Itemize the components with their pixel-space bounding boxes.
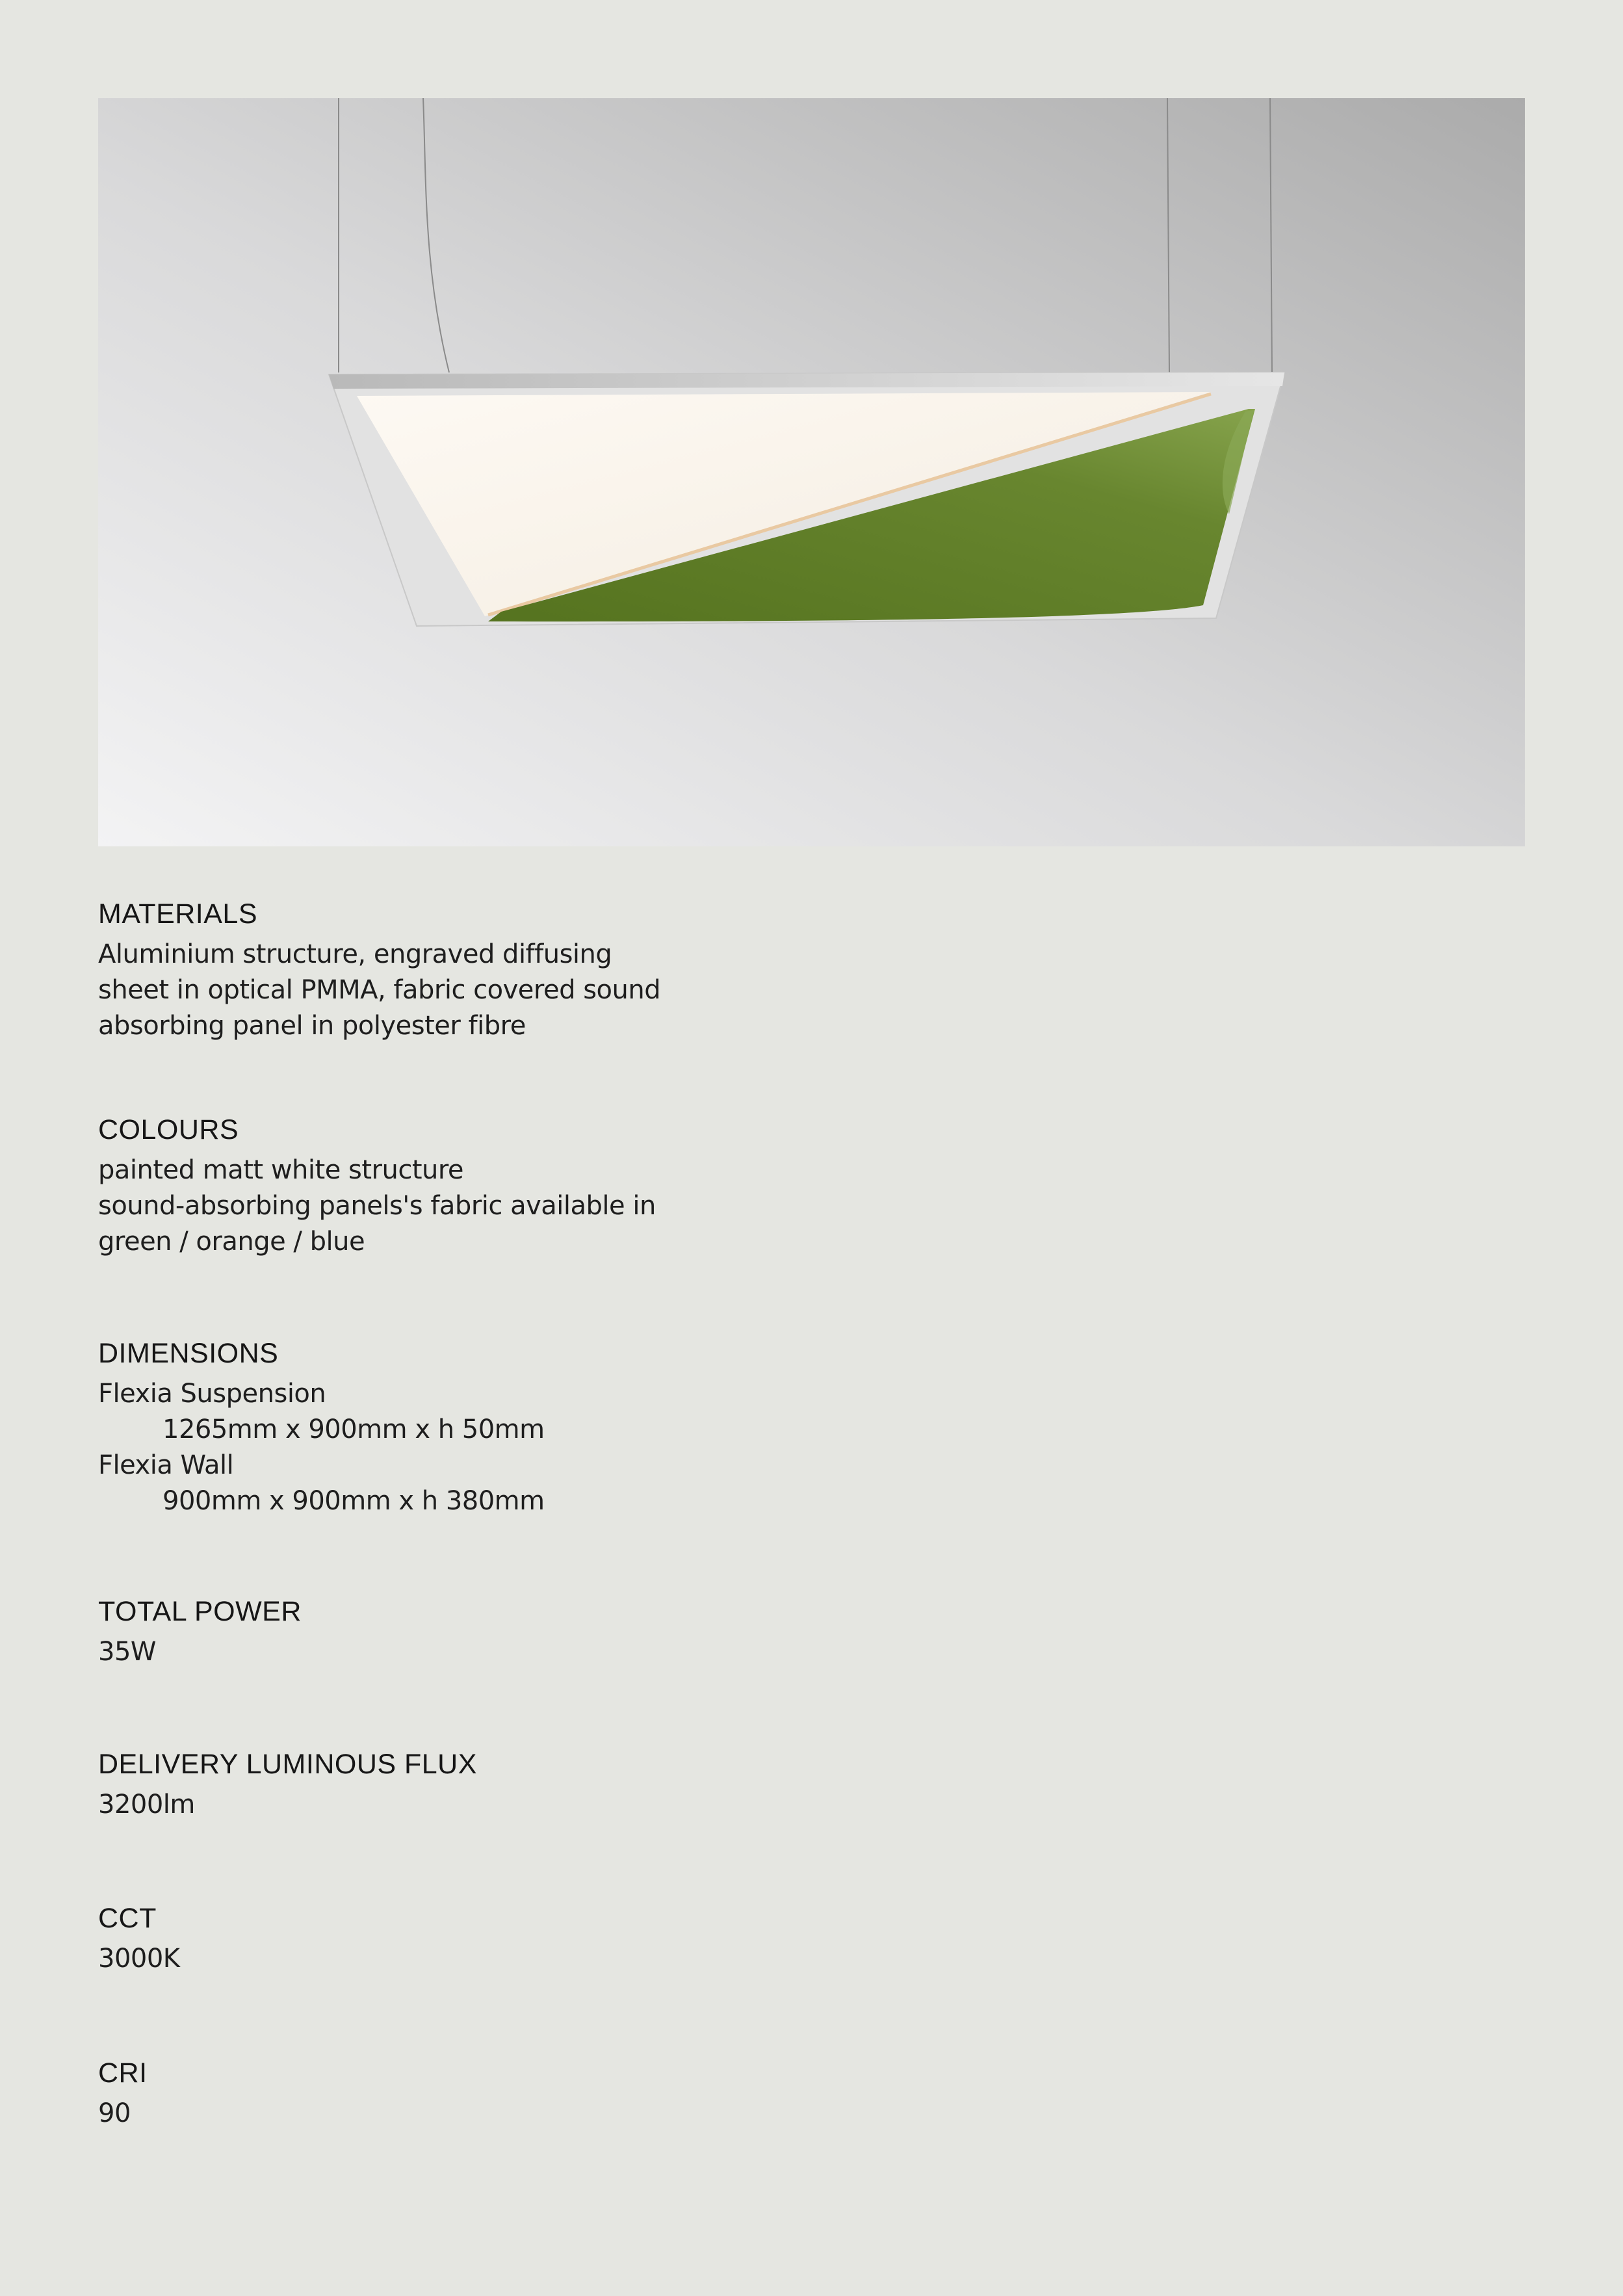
cct-value: 3000K [98, 1944, 180, 1974]
materials-line: absorbing panel in polyester fibre [98, 1011, 526, 1041]
colours-line: sound-absorbing panels's fabric available in [98, 1191, 656, 1221]
cri-title: CRI [98, 2057, 148, 2089]
total-power-value: 35W [98, 1637, 156, 1667]
colours-line: painted matt white structure [98, 1155, 464, 1185]
dimensions-section [98, 1333, 545, 1519]
lamp-illustration [98, 98, 1525, 846]
luminous-flux-title: DELIVERY LUMINOUS FLUX [98, 1749, 477, 1780]
materials-section [98, 894, 660, 1044]
total-power-title: TOTAL POWER [98, 1596, 302, 1627]
dimensions-title: DIMENSIONS [98, 1338, 279, 1369]
materials-line: Aluminium structure, engraved diffusing [98, 939, 612, 969]
total-power-section [98, 1591, 302, 1670]
cri-value: 90 [98, 2098, 131, 2128]
luminous-flux-value: 3200lm [98, 1790, 195, 1820]
dimension-product-size: 1265mm x 900mm x h 50mm [162, 1415, 545, 1444]
colours-line: green / orange / blue [98, 1227, 365, 1257]
dimension-product-name: Flexia Wall [98, 1450, 234, 1480]
product-photo [98, 98, 1525, 846]
materials-title: MATERIALS [98, 898, 258, 930]
colours-title: COLOURS [98, 1114, 239, 1145]
cct-section [98, 1898, 180, 1977]
dimension-product-name: Flexia Suspension [98, 1379, 326, 1409]
luminous-flux-section [98, 1744, 477, 1823]
materials-text [98, 937, 660, 1044]
cct-title: CCT [98, 1903, 157, 1934]
colours-section [98, 1110, 656, 1260]
lamp-frame-top-edge [329, 372, 1284, 389]
materials-line: sheet in optical PMMA, fabric covered sound [98, 975, 661, 1005]
colours-text [98, 1153, 656, 1260]
cri-section [98, 2053, 148, 2132]
dimension-product-size: 900mm x 900mm x h 380mm [162, 1486, 545, 1516]
dimensions-text [98, 1376, 545, 1519]
